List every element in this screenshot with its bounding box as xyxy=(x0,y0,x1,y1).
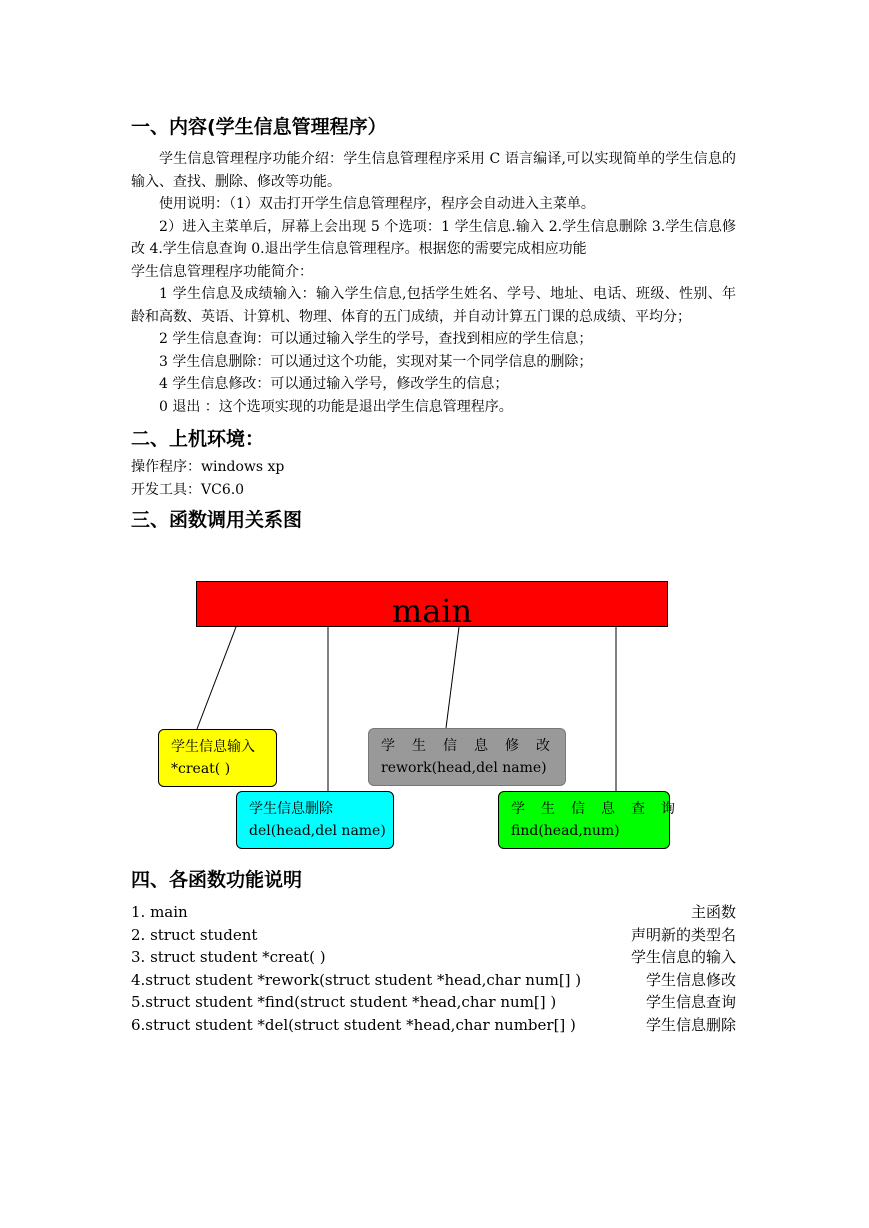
feature-item-modify: 4 学生信息修改：可以通过输入学号，修改学生的信息； xyxy=(159,376,509,392)
creat-function-box xyxy=(158,729,277,787)
env-os: 操作程序：windows xp xyxy=(131,459,285,475)
function-list xyxy=(131,901,736,1037)
feature-item-query: 2 学生信息查询：可以通过输入学生的学号，查找到相应的学生信息； xyxy=(159,331,593,347)
function-row xyxy=(131,991,736,1014)
function-description: 学生信息修改 xyxy=(645,970,736,989)
function-description: 主函数 xyxy=(690,903,736,921)
rework-box-title: 学生信息修改 xyxy=(381,738,567,754)
function-signature: 5.struct student *find(struct student *head,char num[] ) xyxy=(131,993,557,1012)
function-signature: 4.struct student *rework(struct student *head,char num[] ) xyxy=(131,970,582,989)
section-heading-environment: 二、上机环境： xyxy=(131,428,265,450)
function-signature: 2. struct student xyxy=(131,925,258,944)
env-tool: 开发工具：VC6.0 xyxy=(131,481,245,498)
del-box-title: 学生信息删除 xyxy=(249,801,333,817)
function-signature: 1. main xyxy=(131,903,188,921)
function-row xyxy=(131,969,736,992)
function-row xyxy=(131,901,736,924)
find-function-box xyxy=(498,791,691,849)
rework-function-box xyxy=(368,728,566,786)
feature-item-input: 1 学生信息及成绩输入：输入学生信息,包括学生姓名、学号、地址、电话、班级、性别、年龄和高数、英语、计算机、物理、体育的五门成绩，并自动计算五门课的总成绩、平均分； xyxy=(131,286,736,325)
section-heading-functions: 四、各函数功能说明 xyxy=(131,869,303,891)
function-description: 学生信息的输入 xyxy=(630,948,736,967)
usage-line-2: 2）进入主菜单后，屏幕上会出现 5 个选项：1 学生信息.输入 2.学生信息删除 3.学生信息修改 4.学生信息查询 0.退出学生信息管理程序。根据您的需要完成相应功能 xyxy=(131,218,736,257)
section-heading-content: 一、内容(学生信息管理程序） xyxy=(131,116,387,138)
function-description: 学生信息查询 xyxy=(645,993,736,1012)
function-row xyxy=(131,924,736,947)
find-box-signature: find(head,num) xyxy=(511,823,620,839)
feature-item-delete: 3 学生信息删除：可以通过这个功能，实现对某一个同学信息的删除； xyxy=(159,353,593,370)
find-box-title: 学生信息查询 xyxy=(511,801,691,817)
creat-box-title: 学生信息输入 xyxy=(171,739,255,755)
function-row xyxy=(131,946,736,969)
intro-paragraph: 学生信息管理程序功能介绍：学生信息管理程序采用 C 语言编译,可以实现简单的学生信息的输入、查找、删除、修改等功能。 xyxy=(131,151,736,190)
function-row xyxy=(131,1014,736,1037)
function-signature: 6.struct student *del(struct student *head,char number[] ) xyxy=(131,1015,576,1034)
rework-box-signature: rework(head,del name) xyxy=(381,760,547,776)
connector-main-creat xyxy=(197,627,236,729)
function-signature: 3. struct student *creat( ) xyxy=(131,948,326,967)
function-description: 声明新的类型名 xyxy=(630,925,736,944)
del-box-signature: del(head,del name) xyxy=(249,823,386,839)
main-function-box: main xyxy=(196,581,668,627)
usage-line-1: 使用说明：（1）双击打开学生信息管理程序，程序会自动进入主菜单。 xyxy=(159,196,595,212)
del-function-box xyxy=(236,791,394,849)
feature-item-exit: 0 退出 ：这个选项实现的功能是退出学生信息管理程序。 xyxy=(159,398,513,415)
function-description: 学生信息删除 xyxy=(645,1015,736,1034)
document-page xyxy=(131,112,736,1037)
summary-title: 学生信息管理程序功能简介： xyxy=(131,263,313,280)
section-heading-call-graph: 三、函数调用关系图 xyxy=(131,509,303,531)
call-graph-diagram xyxy=(131,535,736,865)
creat-box-signature: *creat( ) xyxy=(171,761,231,777)
connector-main-rework xyxy=(446,627,459,728)
